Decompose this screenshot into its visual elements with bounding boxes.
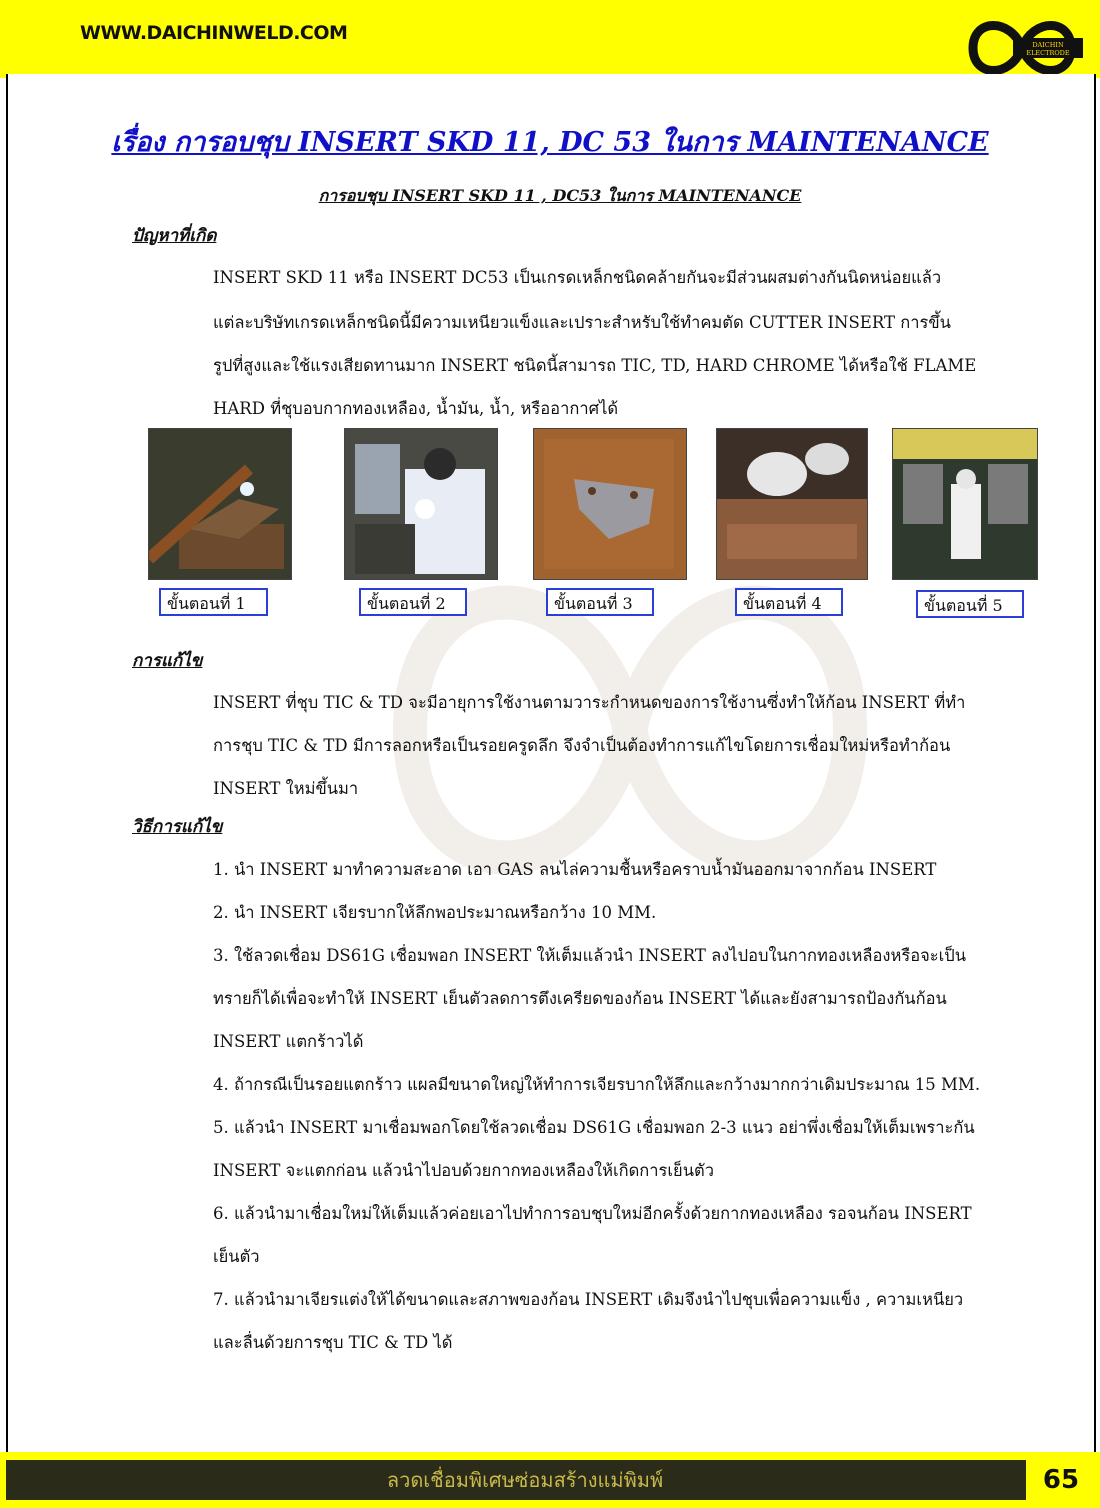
problem-line: INSERT SKD 11 หรือ INSERT DC53 เป็นเกรดเหล็กชนิดคล้ายกันจะมีส่วนผสมต่างกันนิดหน่อยแล้ว [213,268,942,287]
page-number: 65 [1042,1465,1080,1495]
method-line: INSERT จะแตกก่อน แล้วนำไปอบด้วยกากทองเหลืองให้เกิดการเย็นตัว [213,1161,714,1180]
problem-heading: ปัญหาที่เกิด [132,226,217,246]
method-line: 4. ถ้ากรณีเป็นรอยแตกร้าว แผลมีขนาดใหญ่ให้ทำการเจียรบากให้ลึกและกว้างมากกว่าเดิมประมาณ 15 MM. [213,1075,981,1094]
step-4-label: ขั้นตอนที่ 4 [735,588,843,616]
method-line: 3. ใช้ลวดเชื่อม DS61G เชื่อมพอก INSERT ให้เต็มแล้วนำ INSERT ลงไปอบในกากทองเหลืองหรือจะเป็น [213,946,967,965]
solution-heading: การแก้ไข [132,651,203,671]
method-line: 2. นำ INSERT เจียรบากให้ลึกพอประมาณหรือกว้าง 10 MM. [213,903,657,922]
problem-line: แต่ละบริษัทเกรดเหล็กชนิดนี้มีความเหนียวแข็งและเปราะสำหรับใช้ทำคมตัด CUTTER INSERT การขึ้น [213,313,951,332]
step-4-photo [716,428,868,580]
method-line: และลื่นด้วยการชุบ TIC & TD ได้ [213,1333,453,1352]
method-line: 1. นำ INSERT มาทำความสะอาด เอา GAS ลนไล่ความชื้นหรือคราบน้ำมันออกมาจากก้อน INSERT [213,860,937,879]
solution-line: INSERT ใหม่ขึ้นมา [213,779,359,798]
step-1-photo [148,428,292,580]
step-2-label: ขั้นตอนที่ 2 [359,588,467,616]
problem-line: HARD ที่ชุบอบกากทองเหลือง, น้ำมัน, น้ำ, หรืออากาศได้ [213,399,619,418]
method-line: 5. แล้วนำ INSERT มาเชื่อมพอกโดยใช้ลวดเชื่อม DS61G เชื่อมพอก 2-3 แนว อย่าพึ่งเชื่อมให้เต็มเพราะกัน [213,1118,975,1137]
page-subtitle: การอบชุบ INSERT SKD 11 , DC53 ในการ MAINTENANCE [318,186,802,205]
step-5-photo [892,428,1038,580]
method-line: INSERT แตกร้าวได้ [213,1032,364,1051]
step-3-photo [533,428,687,580]
svg-text:ELECTRODE: ELECTRODE [1026,49,1070,57]
method-heading: วิธีการแก้ไข [132,817,223,837]
problem-line: รูปที่สูงและใช้แรงเสียดทานมาก INSERT ชนิดนี้สามารถ TIC, TD, HARD CHROME ได้หรือใช้ FLAME [213,356,977,375]
site-url[interactable]: WWW.DAICHINWELD.COM [80,22,348,44]
page-title: เรื่อง การอบชุบ INSERT SKD 11, DC 53 ในการ MAINTENANCE [111,127,989,158]
step-5-label: ขั้นตอนที่ 5 [916,590,1024,618]
method-line: 7. แล้วนำมาเจียรแต่งให้ได้ขนาดและสภาพของก้อน INSERT เดิมจึงนำไปชุบเพื่อความแข็ง , ความเหนียว [213,1290,964,1309]
step-2-photo [344,428,498,580]
solution-line: การชุบ TIC & TD มีการลอกหรือเป็นรอยครูดลึก จึงจำเป็นต้องทำการแก้ไขโดยการเชื่อมใหม่หรือทำก้อน [213,736,951,755]
svg-text:DAICHIN: DAICHIN [1032,41,1064,49]
footer-text: ลวดเชื่อมพิเศษซ่อมสร้างแม่พิมพ์ [386,1468,664,1492]
solution-line: INSERT ที่ชุบ TIC & TD จะมีอายุการใช้งานตามวาระกำหนดของการใช้งานซึ่งทำให้ก้อน INSERT ที่ทำ [213,693,966,712]
method-line: เย็นตัว [213,1247,260,1266]
step-3-label: ขั้นตอนที่ 3 [546,588,654,616]
method-line: ทรายก็ได้เพื่อจะทำให้ INSERT เย็นตัวลดการตึงเครียดของก้อน INSERT ได้และยังสามารถป้องกันก้อน [213,989,947,1008]
step-1-label: ขั้นตอนที่ 1 [159,588,268,616]
method-line: 6. แล้วนำมาเชื่อมใหม่ให้เต็มแล้วค่อยเอาไปทำการอบชุบใหม่อีกครั้งด้วยกากทองเหลือง รอจนก้อน INSERT [213,1204,972,1223]
